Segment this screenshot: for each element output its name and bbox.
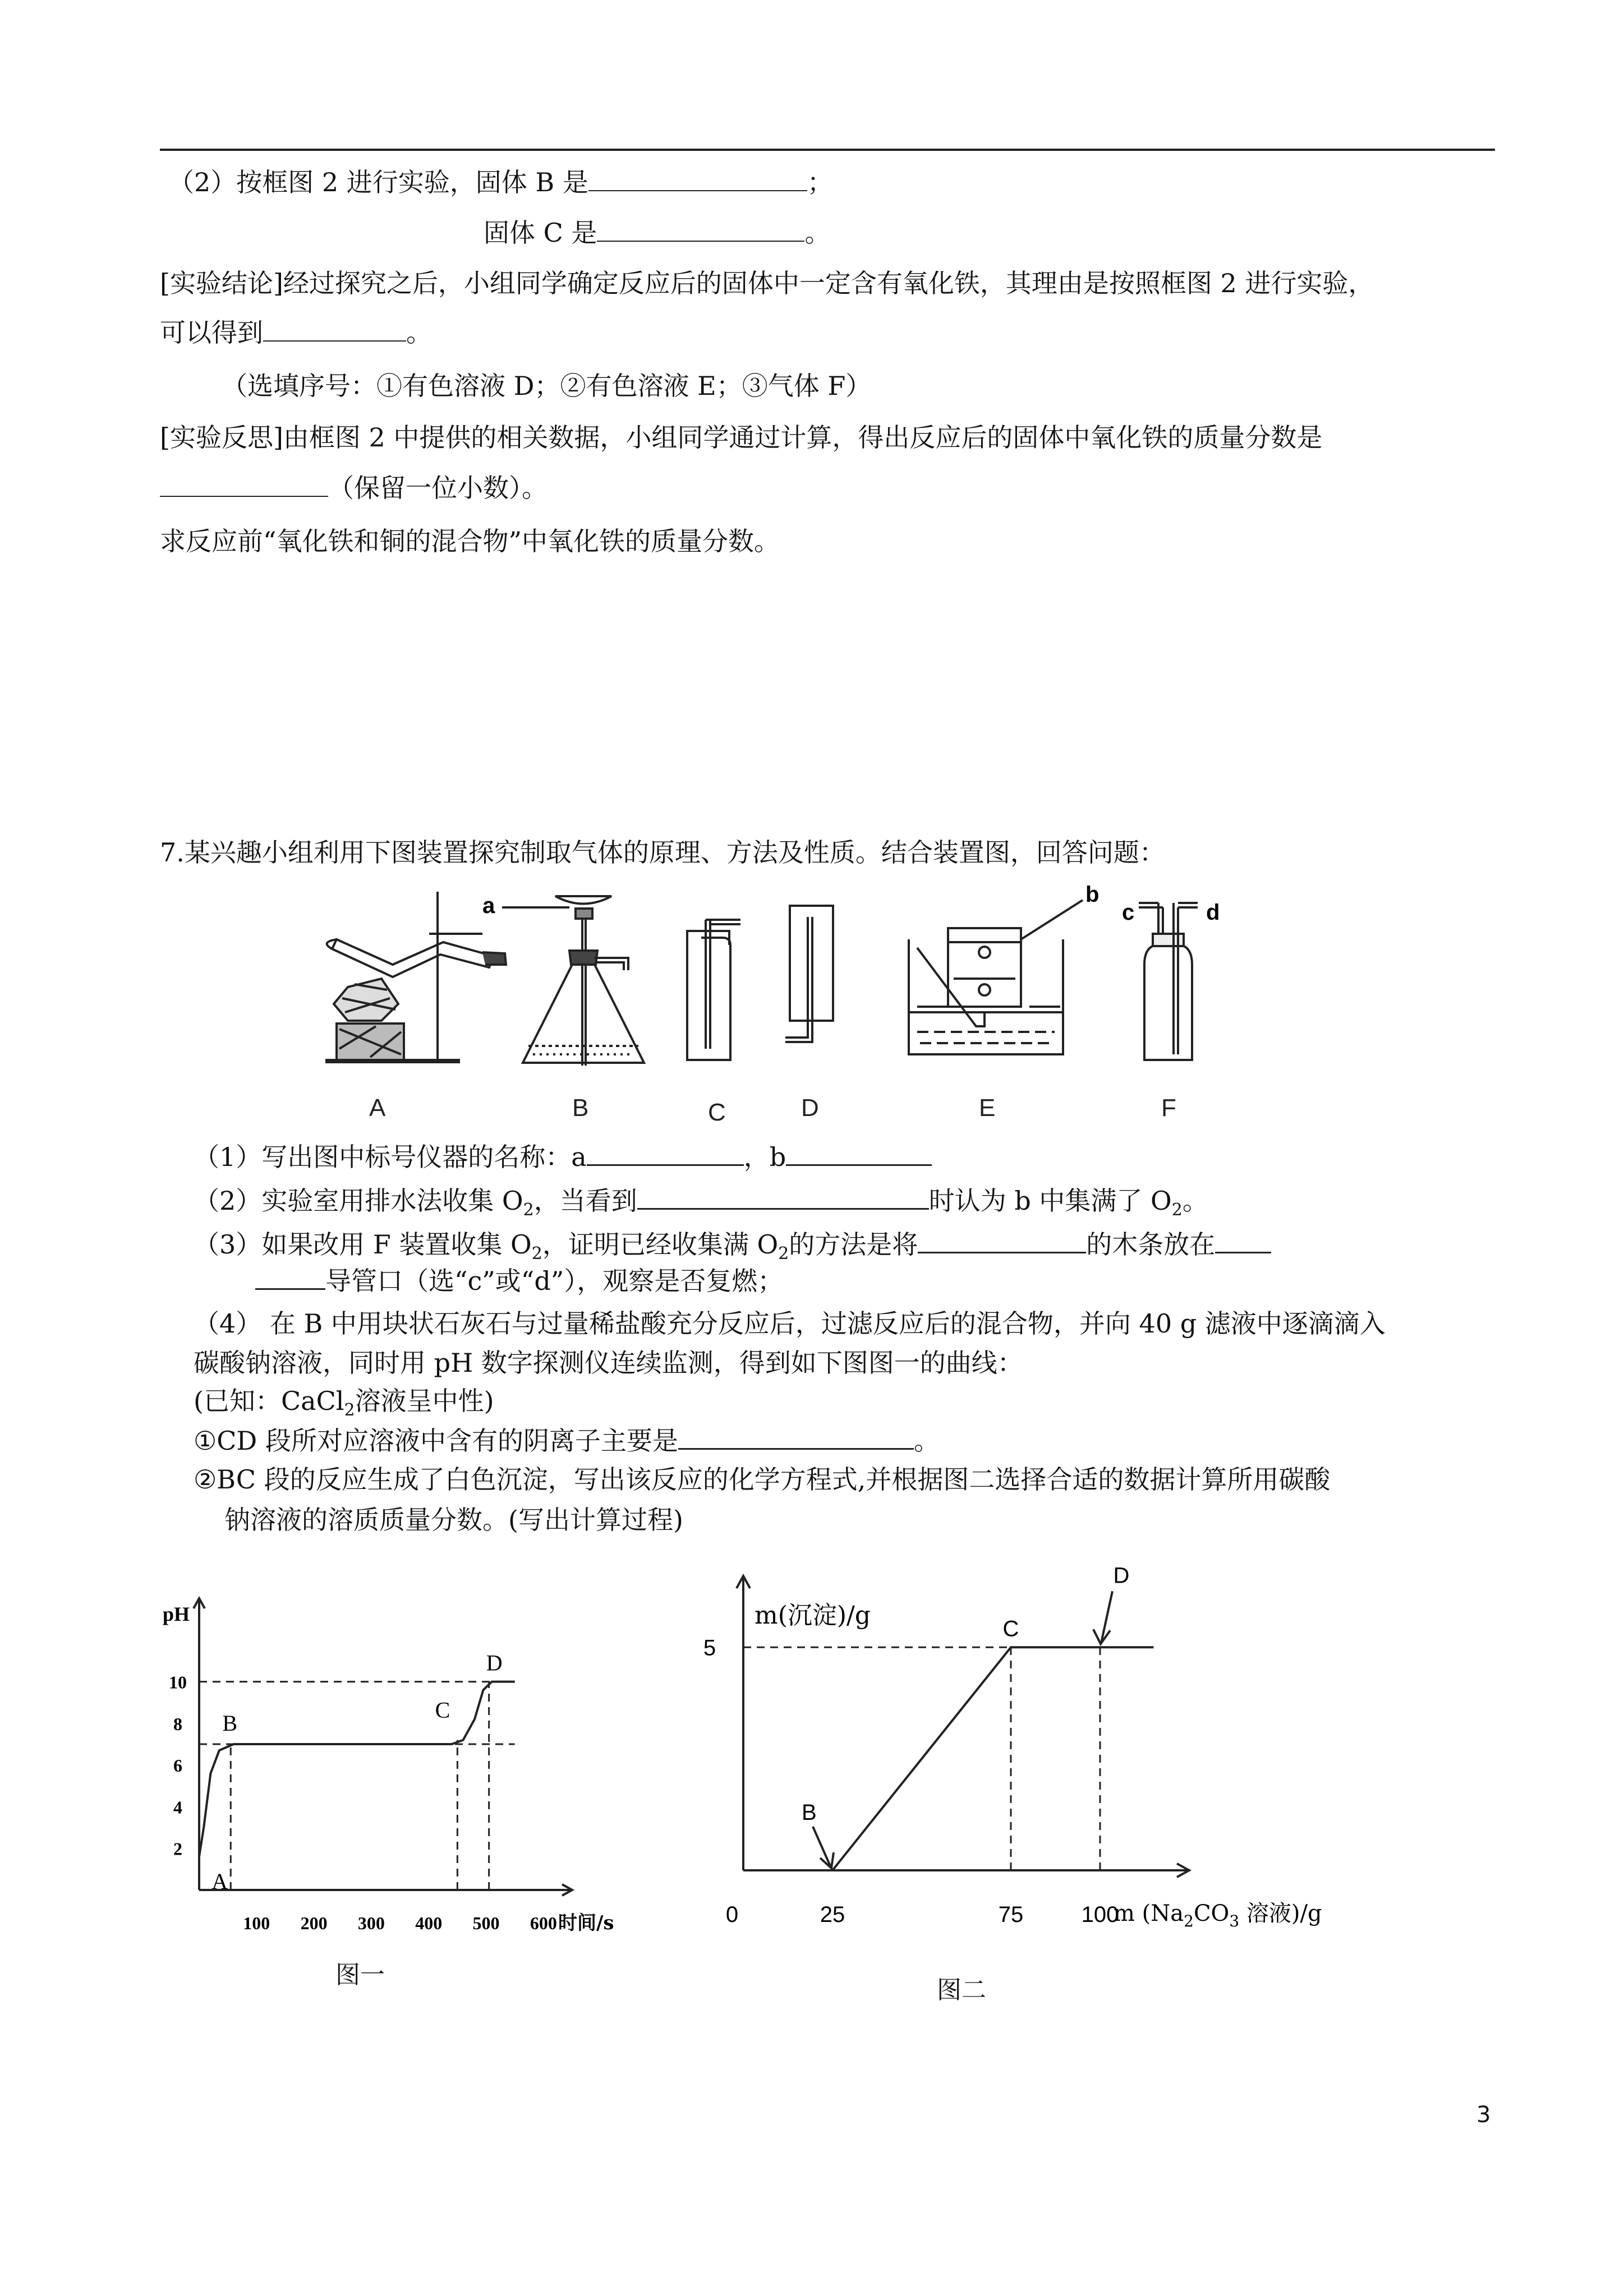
x-tick-label: 25 [820, 1902, 845, 1927]
x-tick-label: 600 [530, 1913, 557, 1933]
point-label-d: D [486, 1650, 503, 1676]
q7-sub3-b: ，证明已经收集满 O [542, 1229, 779, 1260]
q6-conclusion-line1: [实验结论]经过探究之后，小组同学确定反应后的固体中一定含有氧化铁，其理由是按照框图 2 进行实验， [160, 268, 1374, 298]
q7-sub3-c: 的方法是将 [789, 1229, 918, 1260]
q7-intro: 7.某兴趣小组利用下图装置探究制取气体的原理、方法及性质。结合装置图，回答问题： [160, 837, 1165, 868]
x-tick-label: 500 [472, 1913, 500, 1933]
point-label-c: C [435, 1697, 450, 1723]
apparatus-label-d: D [801, 1094, 819, 1122]
subscript: 2 [523, 1200, 534, 1220]
subscript: 2 [1171, 1200, 1183, 1220]
q6-conclusion-end: 。 [406, 317, 432, 348]
y-tick-label: 4 [173, 1797, 182, 1818]
x-tick-label: 300 [357, 1913, 385, 1933]
q7-bc-line1: ②BC 段的反应生成了白色沉淀，写出该反应的化学方程式,并根据图二选择合适的数据计算所用碳酸 [194, 1464, 1331, 1495]
point-label-b: B [802, 1800, 817, 1825]
x-axis-label: m ($Na_2CO_3$ 溶液)/g [1114, 1901, 1322, 1930]
q6-question: 求反应前“氧化铁和铜的混合物”中氧化铁的质量分数。 [160, 526, 780, 556]
y-axis-label: m(沉淀)/g [755, 1601, 871, 1630]
label-a: a [482, 893, 495, 918]
q6-reflection-end: （保留一位小数）。 [328, 473, 548, 503]
point-label-a: A [211, 1869, 228, 1894]
point-label-d: D [1113, 1563, 1130, 1588]
q6-reflection-line1: [实验反思]由框图 2 中提供的相关数据，小组同学通过计算，得出反应后的固体中氧化铁的质量分数是 [160, 422, 1323, 453]
q7-sub1-text: （1）写出图中标号仪器的名称：a [194, 1142, 587, 1172]
apparatus-label-e: E [979, 1094, 996, 1122]
q7-sub4-line1: （4） 在 B 中用块状石灰石与过量稀盐酸充分反应后，过滤反应后的混合物，并向 40 g 滤液中逐滴滴入 [194, 1308, 1386, 1339]
q7-sub3-d: 的木条放在 [1086, 1229, 1216, 1260]
precipitate-line [832, 1647, 1153, 1870]
q7-known-end: 溶液呈中性) [355, 1386, 494, 1416]
apparatus-label-f: F [1161, 1094, 1176, 1122]
q6-part2-end: ； [807, 167, 833, 197]
q7-sub2-end-text: 时认为 b 中集满了 O [928, 1186, 1172, 1216]
subscript: 2 [344, 1400, 355, 1421]
apparatus-label-b: B [572, 1094, 589, 1122]
q6-solid-c-text: 固体 C 是 [484, 218, 597, 248]
page-number: 3 [1476, 2102, 1491, 2128]
y-tick-label: 2 [173, 1838, 182, 1859]
q7-sub2-mid: ，当看到 [533, 1186, 637, 1216]
label-c: c [1122, 900, 1135, 925]
y-tick-label: 10 [169, 1672, 187, 1693]
origin-label: 0 [725, 1902, 739, 1927]
q7-sub4-line2: 碳酸钠溶液，同时用 pH 数字探测仪连续监测，得到如下图图一的曲线： [194, 1348, 1023, 1378]
y-tick-label: 6 [173, 1755, 182, 1776]
x-axis-label: 时间/s [558, 1912, 614, 1934]
x-tick-label: 200 [300, 1913, 328, 1933]
y-tick-label: 5 [703, 1635, 716, 1661]
x-tick-label: 400 [415, 1913, 443, 1933]
caption-fig2: 图二 [937, 1976, 986, 2004]
q7-sub2-text: （2）实验室用排水法收集 O [194, 1186, 523, 1216]
q7-sub3-text: （3）如果改用 F 装置收集 O [194, 1229, 532, 1260]
q7-known-text: (已知：CaCl [194, 1386, 344, 1416]
q7-sub1-mid: ，b [743, 1142, 786, 1172]
q7-cd-text: ①CD 段所对应溶液中含有的阴离子主要是 [194, 1426, 678, 1456]
x-tick-label: 100 [1081, 1902, 1119, 1927]
point-label-b: B [222, 1711, 238, 1736]
label-b: b [1085, 882, 1099, 907]
y-tick-label: 8 [173, 1713, 182, 1734]
x-tick-label: 75 [998, 1902, 1024, 1927]
point-label-c: C [1002, 1616, 1019, 1642]
q7-sub2-end: 。 [1182, 1186, 1208, 1216]
caption-fig1: 图一 [335, 1961, 385, 1989]
label-d: d [1206, 900, 1220, 925]
y-axis-label: pH [163, 1603, 190, 1625]
q6-options: （选填序号：①有色溶液 D；②有色溶液 E；③气体 F） [222, 371, 872, 401]
subscript: 2 [531, 1244, 542, 1264]
q6-solid-c-end: 。 [804, 218, 831, 248]
q6-part2-text: （2）按框图 2 进行实验，固体 B 是 [168, 167, 588, 197]
x-tick-label: 100 [243, 1913, 270, 1933]
subscript: 2 [778, 1244, 789, 1264]
q7-sub3-line2-text: 导管口（选“c”或“d”），观察是否复燃； [325, 1266, 784, 1296]
q7-bc-line2: 钠溶液的溶质质量分数。(写出计算过程) [224, 1505, 683, 1535]
apparatus-label-a: A [369, 1094, 386, 1122]
q7-cd-end: 。 [913, 1426, 940, 1456]
q6-conclusion-text: 可以得到 [160, 317, 263, 348]
apparatus-label-c: C [708, 1099, 726, 1126]
